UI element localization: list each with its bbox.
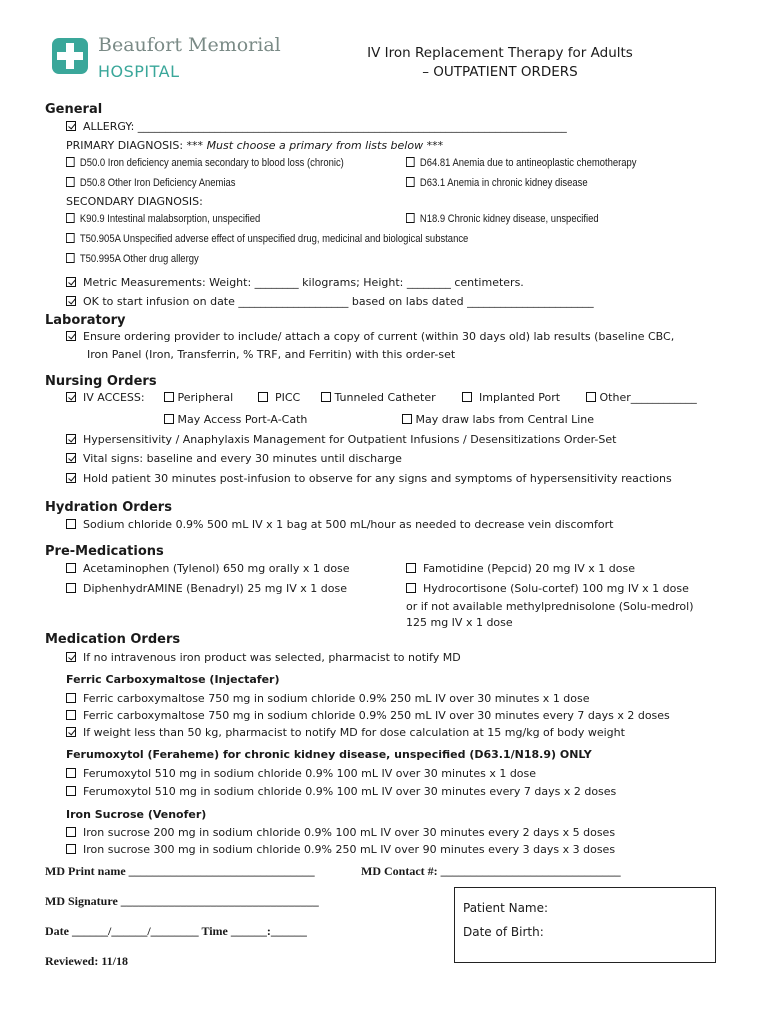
no-iv-checkbox[interactable]: [66, 652, 76, 662]
diphenhydramine-row: DiphenhydrAMINE (Benadryl) 25 mg IV x 1 dose: [66, 582, 347, 595]
hydrocortisone-line2: or if not available methylprednisolone (Solu-medrol): [406, 600, 694, 613]
implanted-checkbox[interactable]: [462, 392, 472, 402]
ok-infusion-checkbox[interactable]: [66, 296, 76, 306]
implanted-option: Implanted Port: [462, 391, 560, 404]
laboratory-heading: Laboratory: [45, 313, 126, 328]
hospital-name: Beaufort Memorial: [98, 34, 281, 56]
picc-option: PICC: [258, 391, 300, 404]
md-contact-field[interactable]: MD Contact #: ______________________________: [361, 864, 621, 878]
n189-checkbox[interactable]: [406, 213, 415, 223]
vitals-row: Vital signs: baseline and every 30 minutes until discharge: [66, 452, 402, 465]
dx-n189: N18.9 Chronic kidney disease, unspecified: [406, 213, 599, 225]
dx-d631: D63.1 Anemia in chronic kidney disease: [406, 177, 588, 189]
form-subtitle: – OUTPATIENT ORDERS: [422, 64, 578, 80]
ferric2-checkbox[interactable]: [66, 710, 76, 720]
primary-dx-label: PRIMARY DIAGNOSIS: *** Must choose a primary from lists below ***: [66, 139, 444, 152]
sucrose2-row: Iron sucrose 300 mg in sodium chloride 0.9% 250 mL IV over 90 minutes every 3 days x 3 doses: [66, 843, 615, 856]
iv-access-row: IV ACCESS:: [66, 391, 145, 404]
hydrocortisone-checkbox[interactable]: [406, 583, 416, 593]
famotidine-checkbox[interactable]: [406, 563, 416, 573]
hypersens-row: Hypersensitivity / Anaphylaxis Management for Outpatient Infusions / Desensitizations Order-Set: [66, 433, 616, 446]
nacl-checkbox[interactable]: [66, 519, 76, 529]
iv-access-checkbox[interactable]: [66, 392, 76, 402]
central-line-checkbox[interactable]: [402, 414, 412, 424]
ok-infusion-row: OK to start infusion on date ____________________ based on labs dated _______________________: [66, 295, 594, 308]
vitals-checkbox[interactable]: [66, 453, 76, 463]
dx-d6481: D64.81 Anemia due to antineoplastic chemotherapy: [406, 157, 637, 169]
picc-checkbox[interactable]: [258, 392, 268, 402]
peripheral-option: Peripheral: [164, 391, 233, 404]
hydration-heading: Hydration Orders: [45, 500, 172, 515]
dx-d500: D50.0 Iron deficiency anemia secondary to blood loss (chronic): [66, 157, 344, 169]
metric-row: Metric Measurements: Weight: ________ kilograms; Height: ________ centimeters.: [66, 276, 524, 289]
hydrocortisone-line3: 125 mg IV x 1 dose: [406, 616, 513, 629]
patient-info-box: [454, 887, 716, 963]
allergy-row: ALLERGY: ______________________________________________________________________________: [66, 120, 567, 133]
medication-heading: Medication Orders: [45, 632, 181, 647]
premed-heading: Pre-Medications: [45, 544, 164, 559]
ferric1-row: Ferric carboxymaltose 750 mg in sodium chloride 0.9% 250 mL IV over 30 minutes x 1 dose: [66, 692, 590, 705]
other-checkbox[interactable]: [586, 392, 596, 402]
ferric2-row: Ferric carboxymaltose 750 mg in sodium chloride 0.9% 250 mL IV over 30 minutes every 7 days x 2 doses: [66, 709, 670, 722]
dx-t50905a: T50.905A Unspecified adverse effect of unspecified drug, medicinal and biological substance: [66, 233, 468, 245]
general-heading: General: [45, 102, 103, 117]
t50995a-checkbox[interactable]: [66, 253, 75, 263]
ferric-heading: Ferric Carboxymaltose (Injectafer): [66, 673, 280, 686]
tunneled-option: Tunneled Catheter: [321, 391, 436, 404]
dx-t50995a: T50.995A Other drug allergy: [66, 253, 199, 265]
acetaminophen-checkbox[interactable]: [66, 563, 76, 573]
ferric1-checkbox[interactable]: [66, 693, 76, 703]
k909-checkbox[interactable]: [66, 213, 75, 223]
sucrose1-row: Iron sucrose 200 mg in sodium chloride 0.9% 100 mL IV over 30 minutes every 2 days x 5 doses: [66, 826, 615, 839]
no-iv-row: If no intravenous iron product was selected, pharmacist to notify MD: [66, 651, 461, 664]
d508-checkbox[interactable]: [66, 177, 75, 187]
patient-dob-label: Date of Birth:: [463, 925, 544, 939]
acetaminophen-row: Acetaminophen (Tylenol) 650 mg orally x 1 dose: [66, 562, 350, 575]
allergy-checkbox[interactable]: [66, 121, 76, 131]
t50905a-checkbox[interactable]: [66, 233, 75, 243]
dx-k909: K90.9 Intestinal malabsorption, unspecified: [66, 213, 260, 225]
port-a-cath-option: May Access Port-A-Cath: [164, 413, 307, 426]
feru1-row: Ferumoxytol 510 mg in sodium chloride 0.9% 100 mL IV over 30 minutes x 1 dose: [66, 767, 536, 780]
d631-checkbox[interactable]: [406, 177, 415, 187]
d500-checkbox[interactable]: [66, 157, 75, 167]
ferric3-row: If weight less than 50 kg, pharmacist to notify MD for dose calculation at 15 mg/kg of body weight: [66, 726, 625, 739]
feru1-checkbox[interactable]: [66, 768, 76, 778]
hospital-sub: HOSPITAL: [98, 62, 180, 81]
lab-checkbox[interactable]: [66, 331, 76, 341]
hydrocortisone-row: Hydrocortisone (Solu-cortef) 100 mg IV x 1 dose: [406, 582, 689, 595]
sucrose1-checkbox[interactable]: [66, 827, 76, 837]
d6481-checkbox[interactable]: [406, 157, 415, 167]
lab-row-line2: Iron Panel (Iron, Transferrin, % TRF, and Ferritin) with this order-set: [87, 348, 456, 361]
feru2-checkbox[interactable]: [66, 786, 76, 796]
md-print-name-field[interactable]: MD Print name _______________________________: [45, 864, 315, 878]
patient-name-label: Patient Name:: [463, 901, 549, 915]
hold-checkbox[interactable]: [66, 473, 76, 483]
hypersens-checkbox[interactable]: [66, 434, 76, 444]
tunneled-checkbox[interactable]: [321, 392, 331, 402]
md-signature-field[interactable]: MD Signature _________________________________: [45, 894, 319, 908]
central-line-option: May draw labs from Central Line: [402, 413, 594, 426]
ferric3-checkbox[interactable]: [66, 727, 76, 737]
nursing-heading: Nursing Orders: [45, 374, 157, 389]
famotidine-row: Famotidine (Pepcid) 20 mg IV x 1 dose: [406, 562, 635, 575]
diphenhydramine-checkbox[interactable]: [66, 583, 76, 593]
secondary-dx-label: SECONDARY DIAGNOSIS:: [66, 195, 203, 208]
date-time-field[interactable]: Date ______/______/________ Time ______:______: [45, 924, 307, 938]
sucrose2-checkbox[interactable]: [66, 844, 76, 854]
nacl-row: Sodium chloride 0.9% 500 mL IV x 1 bag at 500 mL/hour as needed to decrease vein discomfort: [66, 518, 613, 531]
form-title: IV Iron Replacement Therapy for Adults: [367, 45, 633, 61]
hospital-logo-icon: [52, 38, 88, 74]
sucrose-heading: Iron Sucrose (Venofer): [66, 808, 207, 821]
port-a-cath-checkbox[interactable]: [164, 414, 174, 424]
feru-heading: Ferumoxytol (Feraheme) for chronic kidney disease, unspecified (D63.1/N18.9) ONLY: [66, 748, 592, 761]
peripheral-checkbox[interactable]: [164, 392, 174, 402]
hold-row: Hold patient 30 minutes post-infusion to observe for any signs and symptoms of hypersensitivity reactions: [66, 472, 672, 485]
other-option: Other____________: [586, 391, 697, 404]
dx-d508: D50.8 Other Iron Deficiency Anemias: [66, 177, 236, 189]
metric-checkbox[interactable]: [66, 277, 76, 287]
reviewed-date: Reviewed: 11/18: [45, 954, 128, 968]
lab-row: Ensure ordering provider to include/ attach a copy of current (within 30 days old) lab results (baseline CBC,: [66, 330, 674, 343]
feru2-row: Ferumoxytol 510 mg in sodium chloride 0.9% 100 mL IV over 30 minutes every 7 days x 2 doses: [66, 785, 616, 798]
